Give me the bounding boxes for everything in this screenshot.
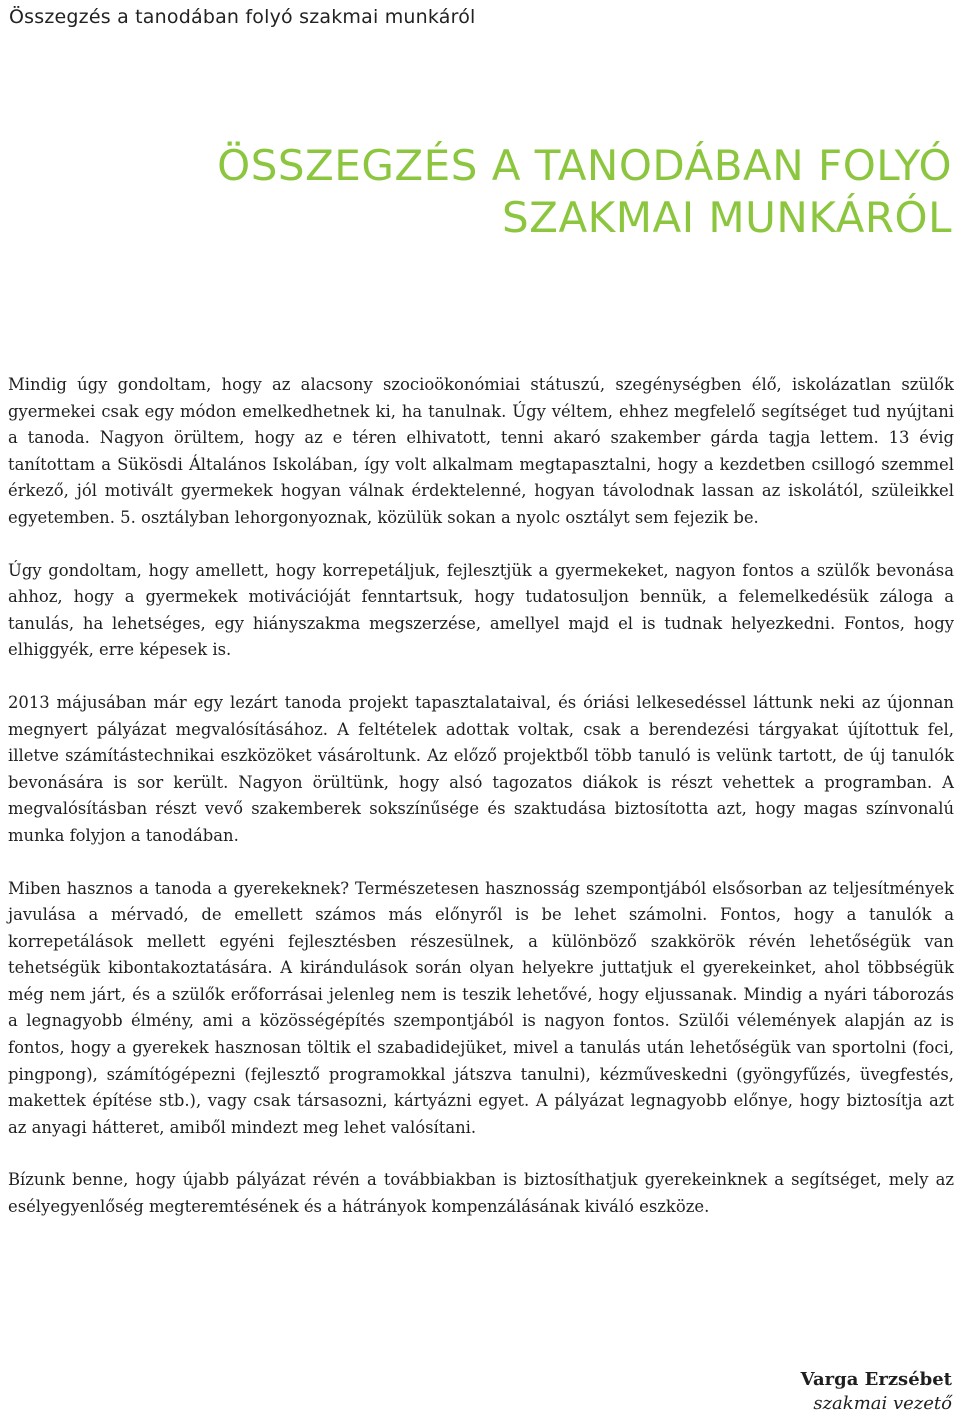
paragraph-5: Bízunk benne, hogy újabb pályázat révén a továbbiakban is biztosíthatjuk gyerekeinknek a segítséget, mely az esélyegyenlőség megteremtésének és a hátrányok kompenzálásának kiváló eszköze. bbox=[8, 1170, 954, 1217]
page-title-line-1: ÖSSZEGZÉS A TANODÁBAN FOLYÓ bbox=[217, 141, 952, 190]
paragraph-4: Miben hasznos a tanoda a gyerekeknek? Természetesen hasznosság szempontjából elsősorban az teljesítmények javulása a mérvadó, de emellett számos más előnyről is be lehet számolni. Fontos, hogy a tanulók a korrepetálások mellett egyéni fejlesztésben részesülnek, a különböző szakkörök révén lehetőségük van tehetségük kibontakoztatására. A kirándulások során olyan helyekre juttatjuk el gyerekeinket, ahol többségük még nem járt, és a szülők erőforrásai jelenleg nem is teszik lehetővé, hogy eljussanak. Mindig a nyári táborozás a legnagyobb élmény, ami a közösségépítés szempontjából is nagyon fontos. Szülői vélemények alapján az is fontos, hogy a gyerekek hasznosan töltik el szabadidejüket, mivel a tanulás után lehetőségük van sportolni (foci, pingpong), számítógépezni (fejlesztő programokkal játszva tanulni), kézműveskedni (gyöngyfűzés, üvegfestés, makettek építése stb.), vagy csak társasozni, kártyázni egyet. A pályázat legnagyobb előnye, hogy biztosítja azt az anyagi hátteret, amiből mindezt meg lehet valósítani. bbox=[8, 878, 954, 1137]
article-body bbox=[8, 372, 954, 1247]
paragraph-3: 2013 májusában már egy lezárt tanoda projekt tapasztalataival, és óriási lelkesedéssel láttunk neki az újonnan megnyert pályázat megvalósításához. A feltételek adottak voltak, csak a berendezési tárgyakat újítottuk fel, illetve számítástechnikai eszközöket vásároltunk. Az előző projektből több tanuló is velünk tartott, de új tanulók bevonására is sor került. Nagyon örültünk, hogy alsó tagozatos diákok is részt vehettek a programban. A megvalósításban részt vevő szakemberek sokszínűsége és szaktudása biztosította azt, hogy magas színvonalú munka folyjon a tanodában. bbox=[8, 692, 954, 845]
running-header: Összegzés a tanodában folyó szakmai munkáról bbox=[9, 6, 476, 28]
signature-block bbox=[801, 1368, 952, 1416]
page-title bbox=[217, 140, 952, 244]
paragraph-2: Úgy gondoltam, hogy amellett, hogy korrepetáljuk, fejlesztjük a gyermekeket, nagyon fontos a szülők bevonása ahhoz, hogy a gyermekek motivációját fenntartsuk, hogy tudatosuljon bennük, a felemelkedésük záloga a tanulás, ha lehetséges, egy hiányszakma megszerzése, amellyel majd el is tudnak helyezkedni. Fontos, hogy elhiggyék, erre képesek is. bbox=[8, 560, 954, 660]
paragraph-1: Mindig úgy gondoltam, hogy az alacsony szocioökonómiai státuszú, szegénységben élő, iskolázatlan szülők gyermekei csak egy módon emelkedhetnek ki, ha tanulnak. Úgy véltem, ehhez megfelelő segítséget tud nyújtani a tanoda. Nagyon örültem, hogy az e téren elhivatott, tenni akaró szakember gárda tagja lettem. 13 évig tanítottam a Sükösdi Általános Iskolában, így volt alkalmam megtapasztalni, hogy a kezdetben csillogó szemmel érkező, jól motivált gyermekek hogyan válnak érdektelenné, hogyan távolodnak lassan az iskolától, szüleikkel egyetemben. 5. osztályban lehorgonyoznak, közülük sokan a nyolc osztályt sem fejezik be. bbox=[8, 375, 954, 527]
author-role: szakmai vezető bbox=[813, 1393, 952, 1414]
page-title-line-2: SZAKMAI MUNKÁRÓL bbox=[502, 193, 952, 242]
author-name: Varga Erzsébet bbox=[800, 1369, 952, 1390]
